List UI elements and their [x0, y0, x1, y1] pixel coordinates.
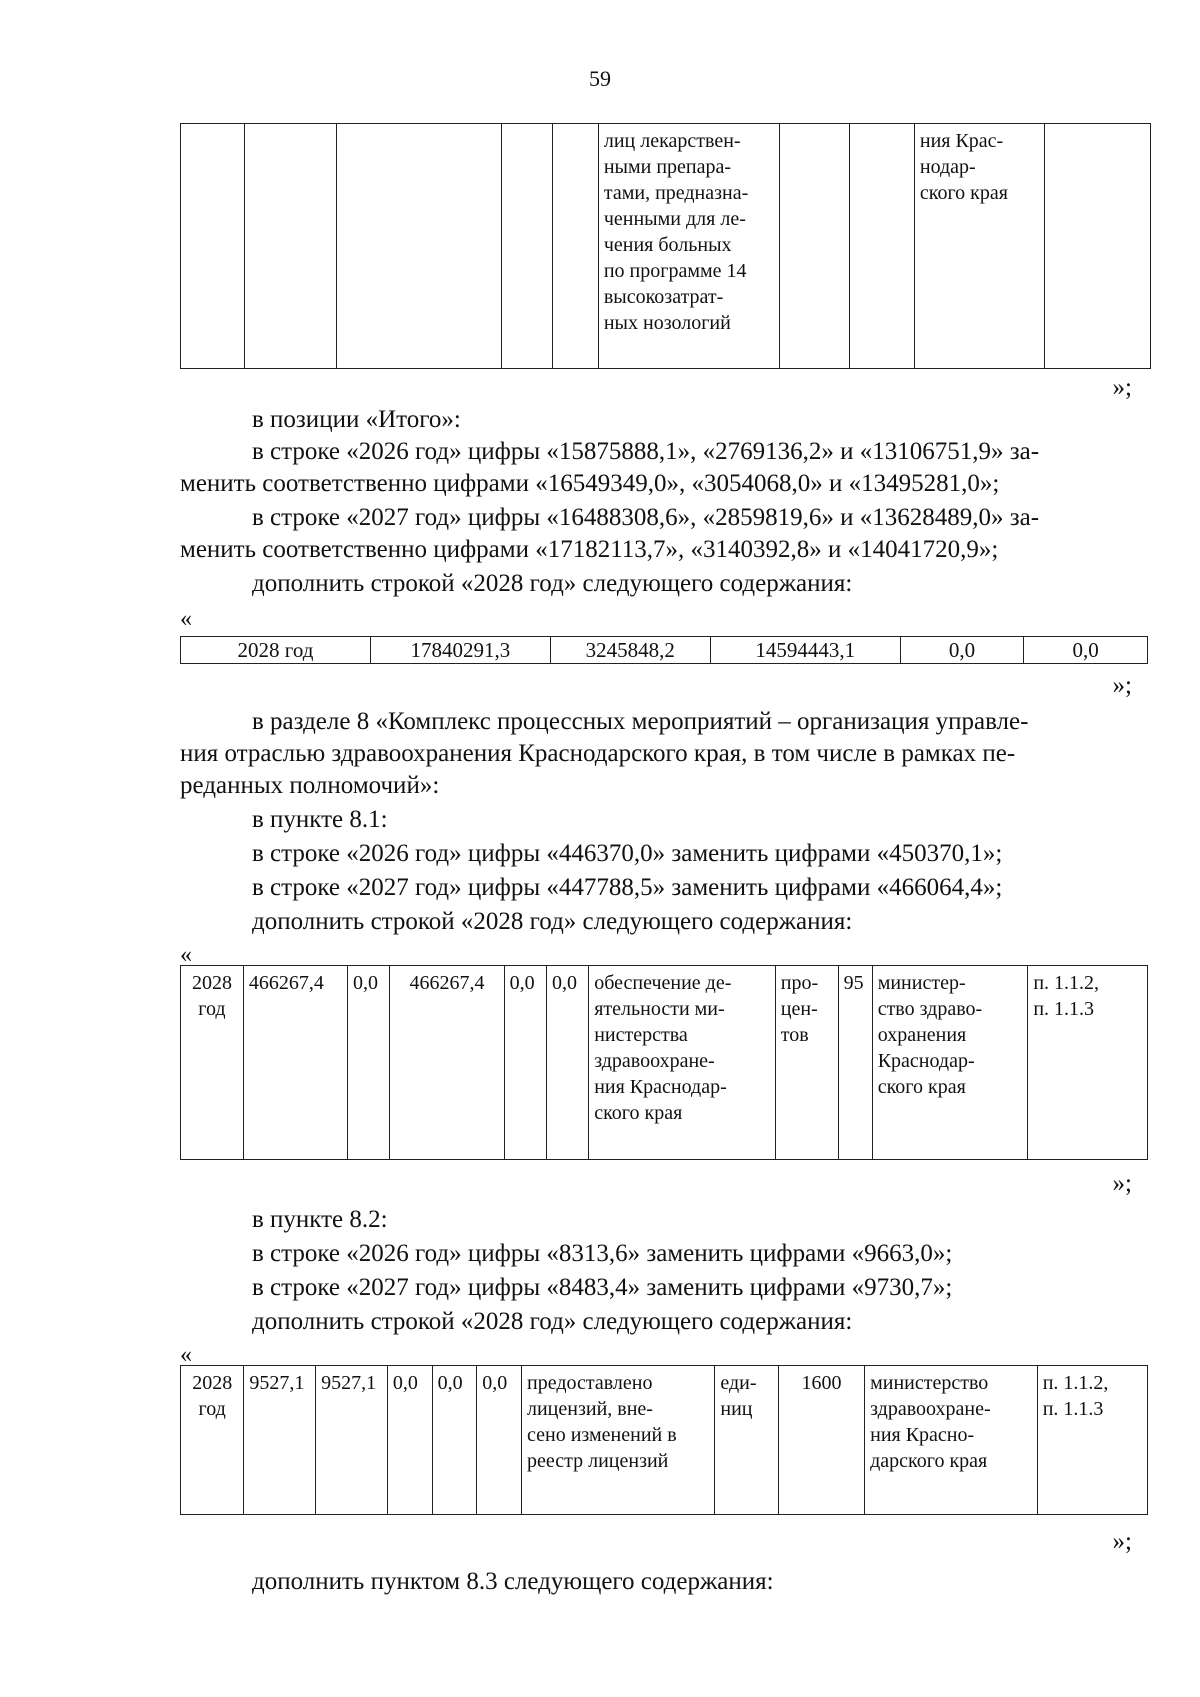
table-cell-other: 0,0: [546, 966, 588, 1160]
table-cell: [779, 124, 850, 369]
paragraph: в строке «2027 год» цифры «8483,4» заменить цифрами «9730,7»;: [252, 1274, 953, 1301]
table-cell: 0,0: [1024, 637, 1148, 664]
page-number: 59: [589, 66, 611, 91]
paragraph: менить соответственно цифрами «16549349,0», «3054068,0» и «13495281,0»;: [180, 470, 1000, 497]
table-cell-responsible: министер- ство здраво- охранения Краснодар- ского края: [872, 966, 1028, 1160]
paragraph: в строке «2026 год» цифры «446370,0» заменить цифрами «450370,1»;: [252, 840, 1003, 867]
close-quote: »;: [1112, 374, 1132, 401]
table-item-8-2: [180, 1365, 1148, 1515]
table-cell: 0,0: [900, 637, 1024, 664]
table-cell-event: обеспечение де- ятельности ми- нистерства здравоохране- ния Краснодар- ского края: [589, 966, 776, 1160]
table-cell-refs: п. 1.1.2, п. 1.1.3: [1037, 1366, 1147, 1515]
table-row: [181, 966, 1148, 1160]
paragraph: в строке «2027 год» цифры «16488308,6», «2859819,6» и «13628489,0» за-: [252, 504, 1040, 531]
table-cell: 3245848,2: [550, 637, 710, 664]
table-continuation: [180, 123, 1151, 369]
table-cell: 14594443,1: [710, 637, 900, 664]
table-cell-value: 1600: [778, 1366, 864, 1515]
table-cell-value: 95: [838, 966, 872, 1160]
paragraph: дополнить пунктом 8.3 следующего содержания:: [252, 1568, 774, 1595]
table-cell: [553, 124, 599, 369]
paragraph: реданных полномочий»:: [180, 772, 440, 799]
table-cell-reg: 466267,4: [390, 966, 504, 1160]
close-quote: »;: [1112, 672, 1132, 699]
table-cell: [502, 124, 553, 369]
open-quote: «: [180, 606, 192, 632]
paragraph: дополнить строкой «2028 год» следующего содержания:: [252, 570, 853, 597]
paragraph: в пункте 8.2:: [252, 1206, 388, 1233]
table-cell: [337, 124, 502, 369]
paragraph: в позиции «Итого»:: [252, 406, 461, 433]
table-cell-total: 9527,1: [244, 1366, 316, 1515]
table-cell: [1045, 124, 1151, 369]
paragraph: дополнить строкой «2028 год» следующего содержания:: [252, 908, 853, 935]
table-cell-unit: еди- ниц: [715, 1366, 778, 1515]
close-quote: »;: [1112, 1528, 1132, 1555]
close-quote: »;: [1112, 1170, 1132, 1197]
table-cell-total: 466267,4: [243, 966, 347, 1160]
table-itogo-2028: [180, 636, 1148, 664]
paragraph: в разделе 8 «Комплекс процессных мероприятий – организация управле-: [252, 708, 1029, 735]
paragraph: в строке «2027 год» цифры «447788,5» заменить цифрами «466064,4»;: [252, 874, 1003, 901]
paragraph: ния отраслью здравоохранения Краснодарского края, в том числе в рамках пе-: [180, 740, 1016, 767]
table-row: [181, 637, 1148, 664]
paragraph: менить соответственно цифрами «17182113,7», «3140392,8» и «14041720,9»;: [180, 536, 999, 563]
table-cell-reg: 0,0: [387, 1366, 432, 1515]
table-cell: [244, 124, 337, 369]
table-cell: [181, 124, 245, 369]
table-row: [181, 1366, 1148, 1515]
paragraph: в строке «2026 год» цифры «8313,6» заменить цифрами «9663,0»;: [252, 1240, 953, 1267]
table-cell-goal: лиц лекарствен- ными препара- тами, предназна- ченными для ле- чения больных по программе 14 высокозатрат- ных нозологий: [598, 124, 779, 369]
table-cell-year: 2028 год: [181, 1366, 244, 1515]
paragraph: в пункте 8.1:: [252, 806, 388, 833]
table-cell-refs: п. 1.1.2, п. 1.1.3: [1028, 966, 1148, 1160]
table-cell-responsible: ния Крас- нодар- ского края: [914, 124, 1045, 369]
table-cell-year: 2028 год: [181, 637, 371, 664]
table-cell-event: предоставлено лицензий, вне- сено изменений в реестр лицензий: [522, 1366, 715, 1515]
paragraph: в строке «2026 год» цифры «15875888,1», «2769136,2» и «13106751,9» за-: [252, 438, 1040, 465]
table-cell: 17840291,3: [370, 637, 550, 664]
table-cell-responsible: министерство здравоохране- ния Красно- дарского края: [865, 1366, 1038, 1515]
table-cell-year: 2028 год: [181, 966, 244, 1160]
open-quote: «: [180, 942, 192, 968]
table-cell-unit: про- цен- тов: [775, 966, 838, 1160]
table-cell-mun: 0,0: [504, 966, 546, 1160]
table-cell-fed: 0,0: [347, 966, 389, 1160]
open-quote: «: [180, 1342, 192, 1368]
table-item-8-1: [180, 965, 1148, 1160]
table-cell-fed: 9527,1: [316, 1366, 388, 1515]
paragraph: дополнить строкой «2028 год» следующего содержания:: [252, 1308, 853, 1335]
table-row: [181, 124, 1151, 369]
table-cell: [850, 124, 915, 369]
table-cell-other: 0,0: [477, 1366, 522, 1515]
table-cell-mun: 0,0: [432, 1366, 477, 1515]
